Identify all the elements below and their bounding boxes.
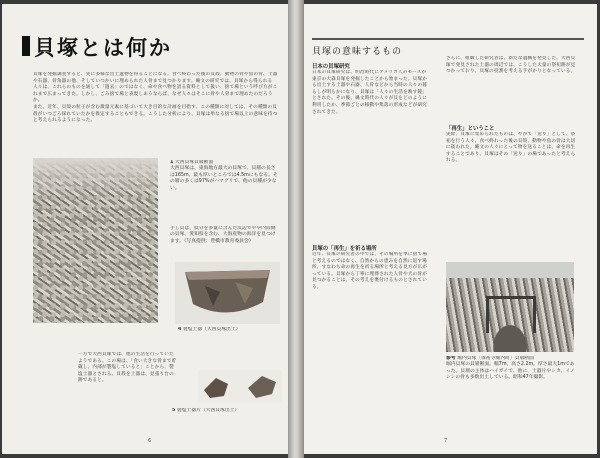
left-body-paragraph-2: 人々は、これらのものを通して「過去」のではなく、命や食べ物を語る資料として扱い、捨て場という呼び方がこれまで広まってきた。しかし、ごみ捨て場と表現しあうならば、なぜ人々はそこに骨や人骨まで埋めたのだろうか。 [33, 85, 278, 104]
left-bottom-text [78, 352, 178, 404]
right-body-text-3-top [446, 56, 576, 120]
caption-1-text: 大西貝塚は、東海地方最大の貝塚で、貝層の長さは165m、最も厚いところでは4.5mにもなる。その層の多くは97%がハマグリで、他の貝種が少ない。 [170, 166, 278, 191]
caption-4-title: 製塩土器（大西貝塚出土） [182, 327, 241, 332]
left-body-paragraph-3: また、近年、貝殻の粒子が含む微量元素に基づいて大き目的な計画を目指す、この種類に対しては、その種類の貝殻がいつごろ採れていたかを推定することもできる。こうした分析により、貝塚は単なる捨て場以上の意味を持つと考えられるようになった。 [33, 104, 278, 124]
caption-1 [170, 160, 280, 222]
title-rule [312, 38, 584, 40]
caption-5-title: 製塩土器片（大西貝塚出土） [176, 408, 240, 413]
right-body-paragraph-1: 日本の貝塚研究は、明治時代にアメリカ人のモースが東京の大森貝塚を発掘したことから始まった。貝塚から出土する土器や石器、人骨などから当時の人々の暮らしが明らかになり、貝塚は「人々の生活を映す鏡」とされた。その後、縄文時代の人々が貝をどのように利用したか、季節ごとの移動や集落の形成などが研究されてきた。 [312, 70, 428, 115]
left-body-paragraph-1: 貝塚を発掘調査すると、実に多様な出土遺物を得ることになる。食べ終わった後の貝殻、動物の骨や魚の骨、土器や石器、骨角器の他、そしていつかいに埋められた人骨まで見つかります。縄文の研究では、貝塚から得られる [33, 72, 278, 84]
right-caption [446, 356, 576, 404]
left-page-number: 6 [148, 438, 152, 444]
book-gutter [288, 0, 304, 458]
salt-pottery-photo [175, 262, 280, 324]
page-title: 貝塚とは何か [34, 36, 172, 60]
caption-2 [170, 226, 280, 256]
right-caption-number: 参考 [446, 356, 456, 361]
right-body-paragraph-3: 実際、貝塚に集められたものは、やがて「送り」として、祭祀を行う人々、食べ終わった後の貝殻、動物や魚の骨は大切に扱われた。縄文の人々にとって物を送ることは、命を再生することであり、貝塚はその「送り」の場であったと考えられる。 [446, 132, 576, 164]
right-page-number: 7 [444, 438, 448, 444]
caption-5 [172, 408, 282, 416]
caption-4 [178, 327, 283, 335]
caption-1-title: 大西貝塚貝層断面 [174, 160, 214, 165]
right-body-text-2 [312, 252, 430, 432]
caption-2-text: 手し貝は、低分を多量に含んだ浜辺でやや内陸側の貝塚、愛知県を含む、大海産物の海洋を見つけます。（写真提供：豊橋市教育委員会） [170, 226, 276, 244]
right-caption-title: 堀内貝塚〔保祐寺堀内町〕貝層断面 [457, 356, 534, 361]
left-bottom-paragraph: 一方で大西貝塚では、他の生活を行っていたようである。この場は、「食い大きな骨まで貯蔵し、内部が製塩していると」ことから、製塩土器とされる。貝殻を土器は、見張り台の跡であると。 [78, 352, 177, 384]
caption-1-number: 1 [170, 160, 174, 165]
right-body-text-3 [446, 132, 576, 256]
caption-5-number: 5 [172, 408, 176, 413]
pottery-fragments-photo [198, 370, 282, 402]
right-page-title: 貝塚の意味するもの [312, 47, 403, 57]
right-body-paragraph-2: 近年、貝塚の研究者の中では、その場所を単に捨て場と考えるのではなく、自然からの恵みを自然に返す場所、すなわち命の再生を祈る場所と考える見方が広がっている。貝塚から丁寧に埋葬された人骨や犬の骨が見つかることは、その考えを裏付けるものとされている。 [312, 252, 428, 290]
left-body-text [33, 72, 278, 132]
title-bullet-mark [22, 36, 30, 56]
subsection-heading-1: 日本の貝塚研究 [312, 64, 350, 70]
shell-midden-photo [33, 158, 158, 323]
right-body-paragraph-4: さらに、組織した研究者は、新たな遺構を発見した。大西貝塚で発見された土器の周辺では、こうした大量の祭祀跡が見つかっており、貝塚の役割を考える手がかりとなっている。 [446, 56, 576, 75]
subsection-heading-2: 貝塚の「再生」を祈る場所 [312, 246, 377, 252]
subsection-heading-3: 「再生」ということ [446, 126, 495, 132]
caption-4-number: 4 [178, 327, 182, 332]
right-body-text-1 [312, 70, 430, 238]
right-caption-text: 堀内貝塚の貝層断面。幅7m、高さ2.2m。厚さ最大1mであった。貝層の主体はハイガイで、他に、土器片やシカ、イノシシの骨も多数出土している。昭和47年撮影。 [446, 362, 575, 381]
horiuchi-midden-photo [446, 262, 574, 352]
